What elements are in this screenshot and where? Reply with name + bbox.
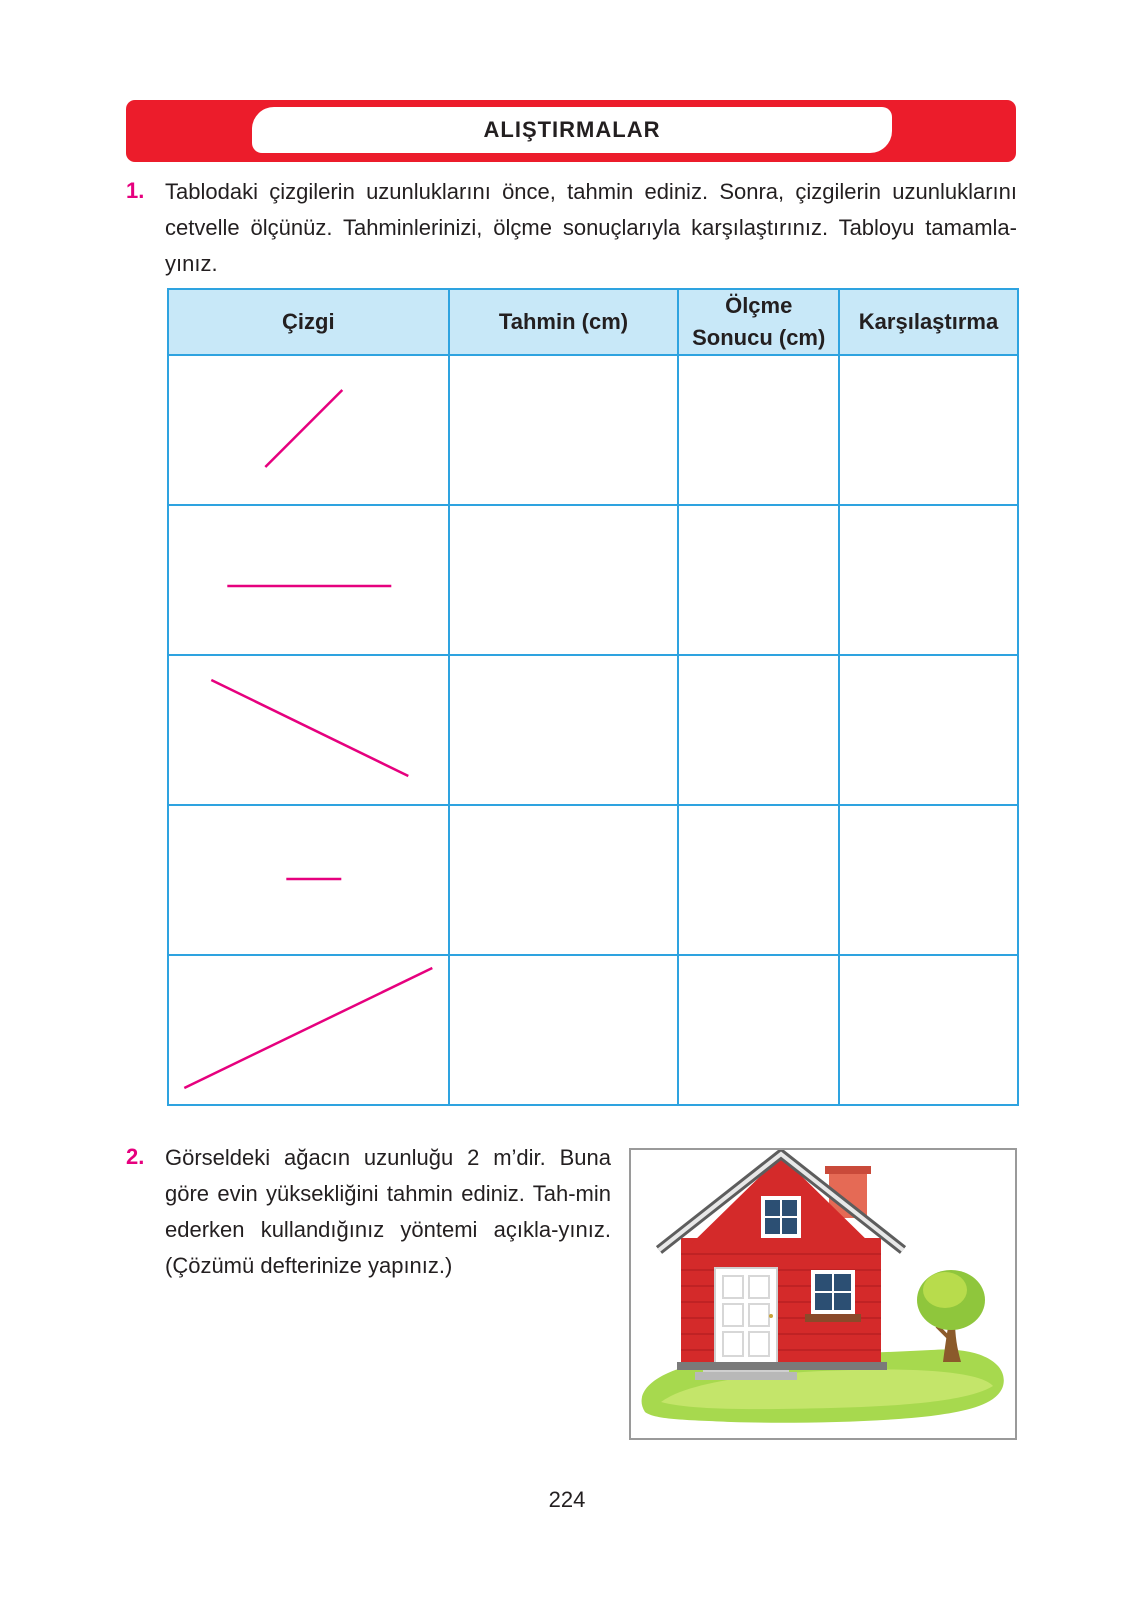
table-row xyxy=(168,955,1018,1105)
line-cell xyxy=(168,805,449,955)
line-3-drawing xyxy=(169,656,448,804)
line-segment-1 xyxy=(265,390,342,467)
line-cell xyxy=(168,505,449,655)
section-banner xyxy=(126,100,1016,162)
line-cell xyxy=(168,955,449,1105)
estimate-cell[interactable] xyxy=(449,505,679,655)
question-1-text: Tablodaki çizgilerin uzunluklarını önce, tahmin ediniz. Sonra, çizgilerin uzunluklarını cetvelle ölçünüz. Tahminlerinizi, ölçme sonuçlarıyla karşılaştırınız. Tabloyu tamamla-yınız. xyxy=(165,179,1017,276)
flower-box xyxy=(805,1314,861,1322)
page-number: 224 xyxy=(548,1487,586,1512)
line-5-drawing xyxy=(169,956,448,1104)
comparison-cell[interactable] xyxy=(839,655,1018,805)
tree-canopy-highlight xyxy=(923,1272,967,1308)
estimate-cell[interactable] xyxy=(449,655,679,805)
table-row xyxy=(168,355,1018,505)
header-measurement xyxy=(678,289,839,355)
measurement-cell[interactable] xyxy=(678,655,839,805)
line-4-drawing xyxy=(169,806,448,954)
question-2-number: 2. xyxy=(126,1144,145,1169)
estimate-cell[interactable] xyxy=(449,355,679,505)
question-1-number: 1. xyxy=(126,178,145,203)
house-illustration-frame xyxy=(629,1148,1017,1440)
section-title: ALIŞTIRMALAR xyxy=(483,117,661,142)
line-cell xyxy=(168,655,449,805)
table-row xyxy=(168,805,1018,955)
line-segment-3 xyxy=(211,680,408,776)
measurement-cell[interactable] xyxy=(678,805,839,955)
line-cell xyxy=(168,355,449,505)
measurement-table xyxy=(167,288,1019,1106)
table-row xyxy=(168,655,1018,805)
header-measurement-line1: Ölçme xyxy=(725,293,793,318)
estimate-cell[interactable] xyxy=(449,955,679,1105)
comparison-cell[interactable] xyxy=(839,505,1018,655)
header-comparison: Karşılaştırma xyxy=(839,289,1018,355)
estimate-cell[interactable] xyxy=(449,805,679,955)
front-door xyxy=(715,1268,777,1364)
measurement-cell[interactable] xyxy=(678,955,839,1105)
header-line: Çizgi xyxy=(168,289,449,355)
header-estimate: Tahmin (cm) xyxy=(449,289,679,355)
section-title-plate xyxy=(252,107,892,153)
comparison-cell[interactable] xyxy=(839,805,1018,955)
table-header-row xyxy=(168,289,1018,355)
measurement-cell[interactable] xyxy=(678,505,839,655)
comparison-cell[interactable] xyxy=(839,355,1018,505)
question-2-text: Görseldeki ağacın uzunluğu 2 m’dir. Buna göre evin yüksekliğini tahmin ediniz. Tah-min ederken kullandığınız yöntemi açıkla-yınız. (Çözümü defterinize yapınız.) xyxy=(165,1145,611,1278)
header-measurement-line2: Sonucu (cm) xyxy=(692,325,826,350)
foundation xyxy=(677,1362,887,1370)
comparison-cell[interactable] xyxy=(839,955,1018,1105)
step-bottom xyxy=(695,1372,797,1380)
line-2-drawing xyxy=(169,506,448,654)
door-knob xyxy=(769,1314,773,1318)
line-1-drawing xyxy=(169,356,448,504)
house-with-tree-image xyxy=(631,1150,1015,1438)
measurement-cell[interactable] xyxy=(678,355,839,505)
chimney-cap xyxy=(825,1166,871,1174)
table-row xyxy=(168,505,1018,655)
line-segment-5 xyxy=(184,968,432,1088)
